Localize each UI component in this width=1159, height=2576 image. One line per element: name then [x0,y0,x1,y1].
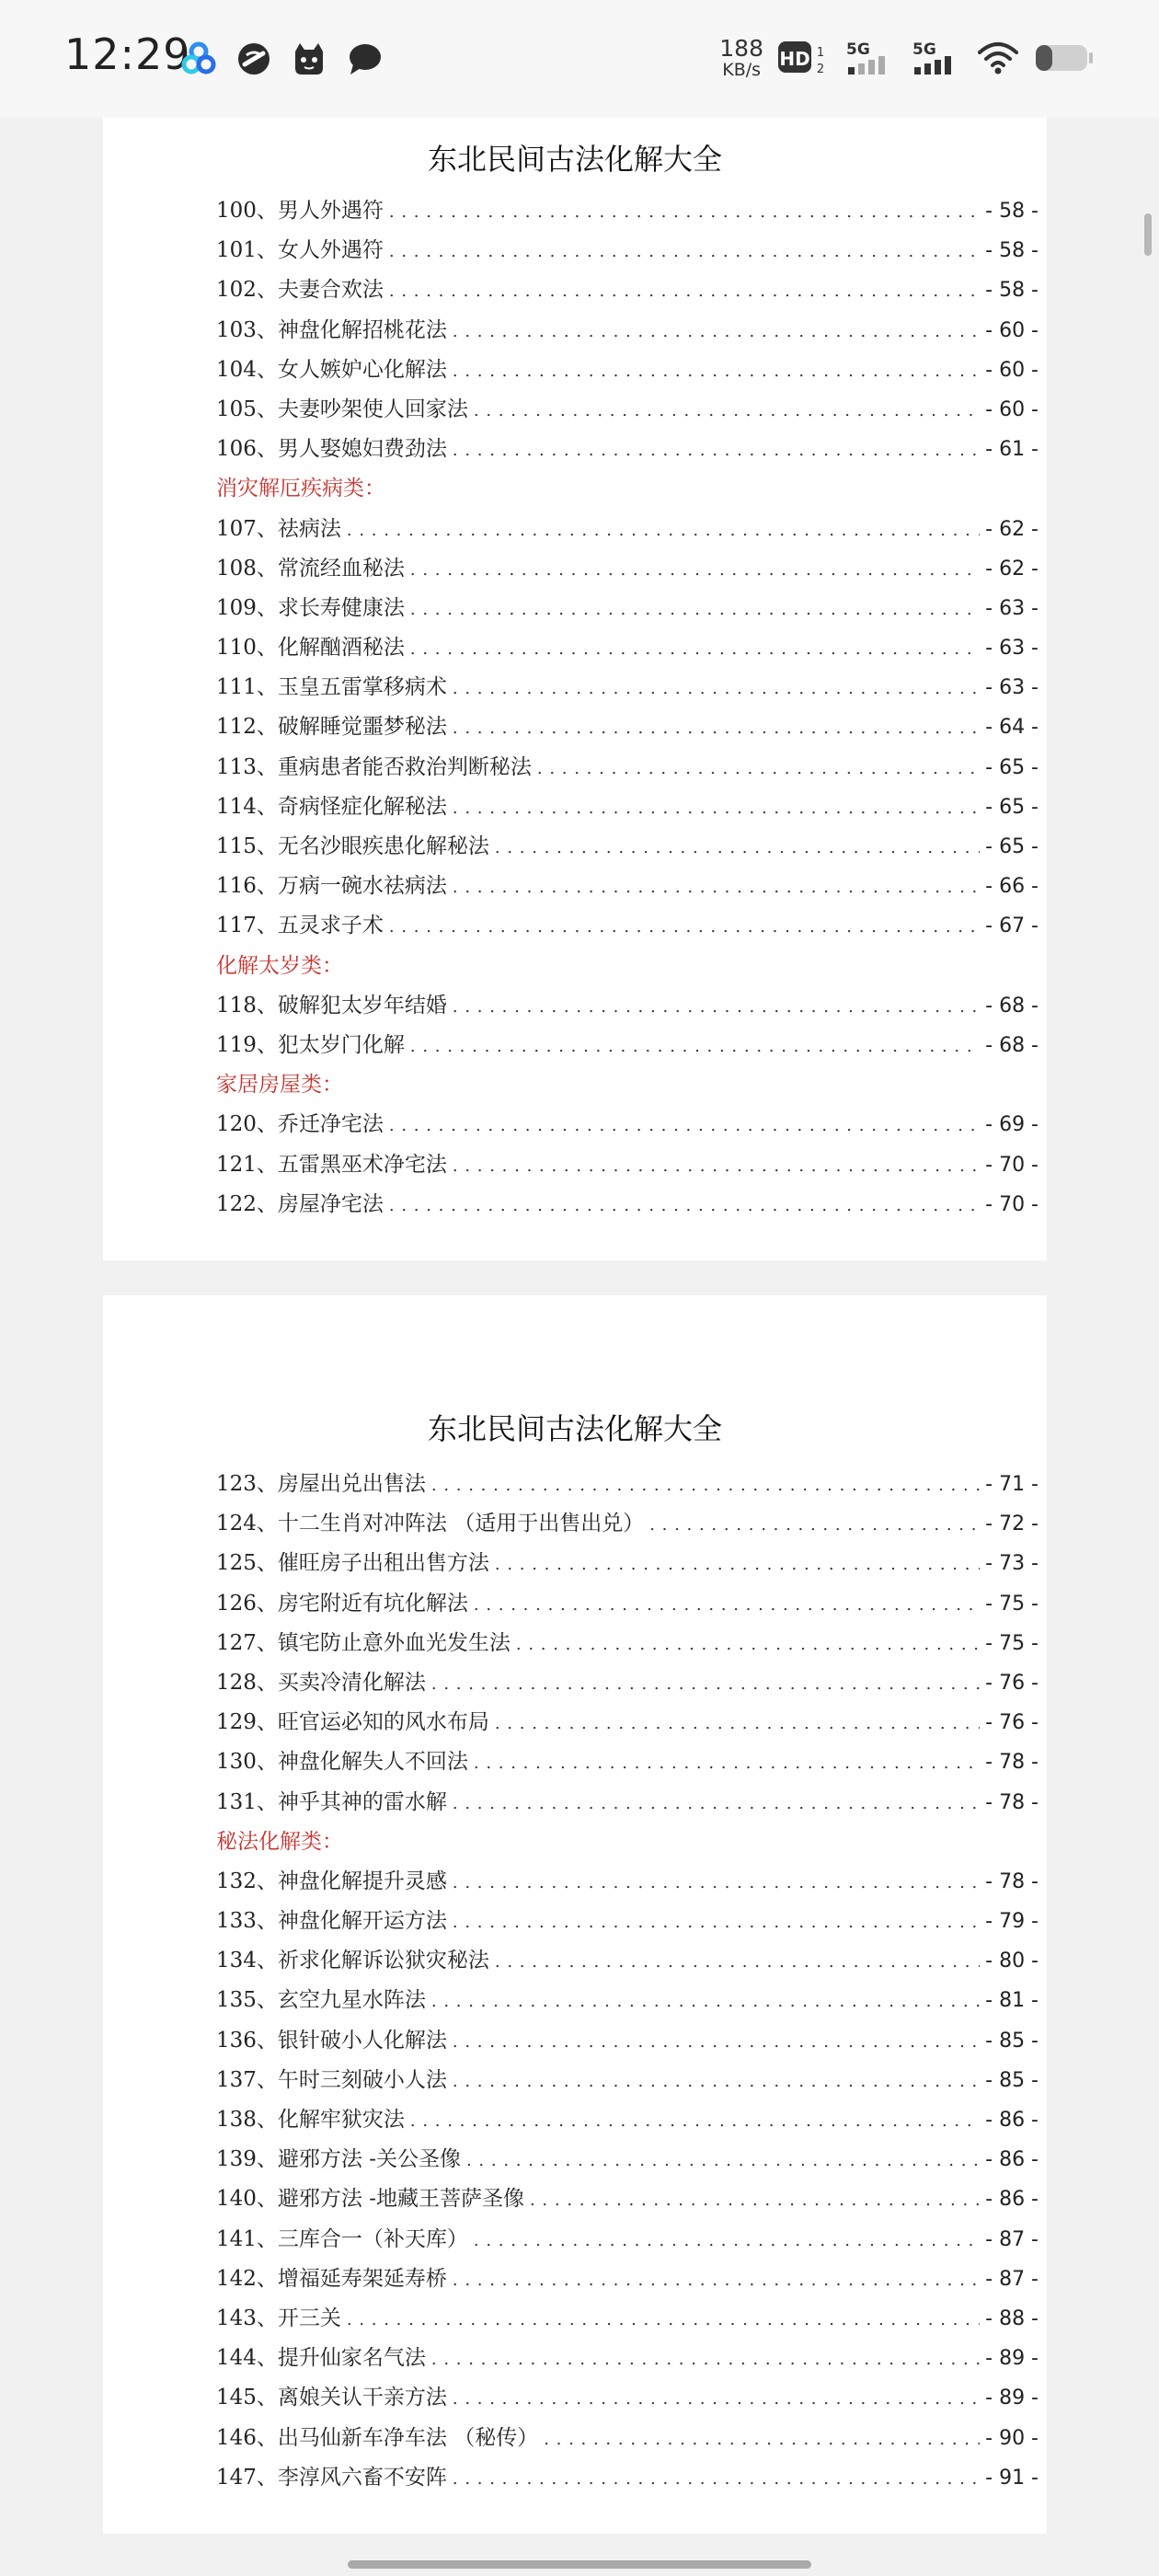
toc-page-number: - 76 - [985,1711,1039,1735]
toc-page-number: - 65 - [985,755,1039,779]
toc-dot-leader [410,600,980,619]
toc-entry-label: 化解太岁类： [216,953,343,978]
toc-entry-label: 137、午时三刻破小人法 [216,2067,447,2092]
toc-entry[interactable] [216,1546,1039,1585]
toc-entry-label: 145、离娘关认干亲方法 [216,2386,447,2410]
toc-dot-leader [453,362,980,381]
toc-page-number: - 63 - [985,596,1039,620]
toc-entry-label: 115、无名沙眼疾患化解秘法 [216,834,489,858]
toc-entry[interactable] [216,2102,1039,2142]
toc-page-number: - 86 - [985,2148,1039,2172]
toc-entry[interactable] [216,2222,1039,2261]
toc-dot-leader [453,2072,980,2091]
toc-entry-label: 119、犯太岁门化解 [216,1032,405,1057]
toc-page-number: - 79 - [985,1910,1039,1934]
scrollbar-thumb[interactable] [1144,213,1152,256]
toc-entry[interactable] [216,352,1039,392]
toc-dot-leader [431,1992,980,2011]
toc-entry-label: 117、五灵求子术 [216,914,384,938]
toc-entry-label: 秘法化解类： [216,1829,343,1854]
toc-entry[interactable] [216,670,1039,709]
toc-entry[interactable] [216,272,1039,312]
toc-entry-label: 109、求长寿健康法 [216,595,405,620]
toc-entry[interactable] [216,1626,1039,1665]
toc-category-heading [216,1824,1039,1864]
toc-entry[interactable] [216,1943,1039,1983]
svg-text:5G: 5G [846,40,870,59]
toc-entry-label: 139、避邪方法 -关公圣像 [216,2147,461,2172]
toc-dot-leader [431,1476,980,1495]
toc-page-number: - 58 - [985,279,1039,303]
toc-entry[interactable] [216,2340,1039,2380]
toc-dot-leader [453,1873,980,1892]
toc-dot-leader [453,878,980,897]
toc-page-number: - 63 - [985,637,1039,661]
toc-dot-leader [453,1913,980,1932]
wifi-icon [977,40,1019,76]
toc-dot-leader [453,2389,980,2409]
toc-dot-leader [453,719,980,738]
toc-entry-label: 111、玉皇五雷掌移病术 [216,675,447,700]
toc-entry[interactable] [216,512,1039,551]
toc-dot-leader [453,997,980,1017]
toc-entry[interactable] [216,233,1039,272]
toc-entry-label: 135、玄空九星水阵法 [216,1988,426,2013]
toc-page-number: - 88 - [985,2306,1039,2330]
toc-page-number: - 90 - [985,2426,1039,2450]
toc-entry[interactable] [216,2023,1039,2063]
toc-dot-leader [389,917,980,937]
toc-page-number: - 60 - [985,397,1039,421]
toc-entry-label: 134、祈求化解诉讼狱灾秘法 [216,1949,489,1973]
toc-entry-label: 100、男人外遇符 [216,199,384,223]
toc-dot-leader [389,1196,980,1215]
document-page [103,118,1047,1260]
cat-app-icon [291,40,327,77]
toc-entry[interactable] [216,829,1039,868]
signal-5g-icon [911,38,962,78]
toc-dot-leader [453,679,980,698]
toc-entry[interactable] [216,1785,1039,1824]
toc-entry-label: 108、常流经血秘法 [216,556,405,581]
toc-entry-label: 116、万病一碗水祛病法 [216,874,447,899]
toc-page-number: - 63 - [985,676,1039,700]
toc-page-number: - 78 - [985,1751,1039,1775]
status-time: 12:29 [64,29,191,79]
status-bar [0,0,1159,118]
toc-page-number: - 75 - [985,1592,1039,1616]
toc-dot-leader [474,1754,980,1773]
toc-dot-leader [453,322,980,341]
toc-entry-label: 129、旺官运必知的风水布局 [216,1710,489,1735]
svg-text:1: 1 [816,46,825,60]
toc-entry[interactable] [216,988,1039,1028]
toc-dot-leader [474,2231,980,2250]
svg-text:2: 2 [816,63,825,76]
toc-page-number: - 86 - [985,2109,1039,2132]
toc-dot-leader [453,2271,980,2290]
toc-entry[interactable] [216,1586,1039,1626]
toc-entry-label: 101、女人外遇符 [216,238,384,263]
toc-dot-leader [453,2469,980,2489]
toc-category-heading [216,949,1039,988]
toc-page-number: - 68 - [985,994,1039,1018]
toc-category-heading [216,1067,1039,1107]
toc-entry-label: 128、买卖冷清化解法 [216,1670,426,1695]
toc-page-number: - 62 - [985,557,1039,581]
link-app-icon [235,40,272,77]
signal-5g-icon [844,38,896,78]
toc-entry-label: 123、房屋出兑出售法 [216,1472,426,1496]
toc-entry[interactable] [216,1506,1039,1546]
toc-entry-label: 消灾解厄疾病类： [216,477,385,501]
toc-entry[interactable] [216,1705,1039,1744]
toc-entry[interactable] [216,551,1039,591]
toc-entry-label: 143、开三关 [216,2306,341,2330]
toc-dot-leader [410,2111,980,2131]
toc-entry[interactable] [216,1147,1039,1187]
toc-dot-leader [389,1116,980,1135]
toc-dot-leader [431,2350,980,2369]
toc-page-number: - 91 - [985,2466,1039,2490]
toc-page-number: - 81 - [985,1989,1039,2013]
toc-entry[interactable] [216,2063,1039,2102]
toc-entry-label: 104、女人嫉妒心化解法 [216,357,447,382]
toc-page-number: - 78 - [985,1790,1039,1814]
toc-page-number: - 62 - [985,517,1039,541]
toc-entry[interactable] [216,2421,1039,2460]
toc-entry[interactable] [216,313,1039,352]
toc-page-number: - 67 - [985,914,1039,938]
toc-entry[interactable] [216,1744,1039,1784]
baidu-netdisk-icon [180,40,217,77]
toc-page-number: - 65 - [985,795,1039,819]
toc-entry[interactable] [216,1028,1039,1067]
toc-dot-leader [431,1674,980,1694]
toc-dot-leader [410,639,980,659]
net-speed-unit: KB/s [722,60,762,80]
toc-entry[interactable] [216,2142,1039,2181]
toc-entry-label: 141、三库合一（补天库） [216,2226,468,2251]
toc-entry[interactable] [216,1864,1039,1903]
toc-entry[interactable] [216,908,1039,948]
toc-entry-label: 144、提升仙家名气法 [216,2346,426,2371]
toc-entry-label: 114、奇病怪症化解秘法 [216,794,447,819]
toc-entry-label: 124、十二生肖对冲阵法 （适用于出售出兑） [216,1512,645,1536]
toc-entry[interactable] [216,1187,1039,1226]
toc-dot-leader [495,1952,980,1972]
page-title: 东北民间古法化解大全 [427,142,722,177]
toc-dot-leader [516,1635,980,1654]
toc-page-number: - 69 - [985,1113,1039,1137]
toc-entry-label: 112、破解睡觉噩梦秘法 [216,715,447,740]
toc-entry[interactable] [216,1665,1039,1705]
toc-dot-leader [474,1595,980,1615]
toc-page-number: - 60 - [985,318,1039,342]
toc-dot-leader [453,1794,980,1813]
toc-page-number: - 80 - [985,1949,1039,1973]
toc-entry-label: 130、神盘化解失人不回法 [216,1750,468,1775]
toc-page-number: - 64 - [985,716,1039,740]
toc-entry[interactable] [216,2460,1039,2500]
toc-category-heading [216,471,1039,511]
toc-dot-leader [389,282,980,301]
toc-entry-label: 136、银针破小人化解法 [216,2028,447,2053]
toc-page-number: - 89 - [985,2347,1039,2371]
toc-dot-leader [347,2310,980,2329]
toc-entry-label: 146、出马仙新车净车法 （秘传） [216,2425,539,2450]
toc-page-number: - 58 - [985,200,1039,223]
toc-dot-leader [530,2191,980,2210]
toc-page-number: - 85 - [985,2068,1039,2092]
toc-dot-leader [410,560,980,580]
toc-entry-label: 131、神乎其神的雷水解 [216,1789,447,1814]
toc-entry[interactable] [216,750,1039,789]
hd-badge-text: HD [779,48,810,70]
document-page [103,1295,1047,2534]
toc-entry[interactable] [216,2380,1039,2420]
net-speed-value: 188 [719,35,763,62]
toc-entry-label: 142、增福延寿架延寿桥 [216,2266,447,2291]
toc-entry-label: 127、镇宅防止意外血光发生法 [216,1630,511,1655]
toc-entry-label: 102、夫妻合欢法 [216,278,384,303]
battery-icon [1034,40,1095,76]
toc-dot-leader [453,799,980,818]
toc-page-number: - 78 - [985,1869,1039,1893]
toc-dot-leader [347,521,980,540]
toc-entry-label: 120、乔迁净宅法 [216,1112,384,1137]
page-title: 东北民间古法化解大全 [427,1411,722,1446]
net-speed [719,37,763,79]
toc-dot-leader [453,441,980,460]
toc-entry-label: 140、避邪方法 -地藏王菩萨圣像 [216,2187,524,2212]
toc-page-number: - 71 - [985,1473,1039,1496]
table-of-contents [216,1466,1039,2500]
toc-entry-label: 138、化解牢狱灾法 [216,2108,405,2132]
table-of-contents [216,193,1039,1226]
toc-dot-leader [495,1714,980,1733]
toc-page-number: - 87 - [985,2227,1039,2251]
toc-entry[interactable] [216,709,1039,749]
toc-page-number: - 61 - [985,438,1039,462]
toc-entry-label: 122、房屋净宅法 [216,1191,384,1216]
toc-entry[interactable] [216,789,1039,829]
toc-entry[interactable] [216,193,1039,233]
toc-page-number: - 75 - [985,1631,1039,1655]
toc-dot-leader [453,1156,980,1176]
toc-dot-leader [544,2430,980,2449]
home-indicator[interactable] [348,2560,811,2569]
toc-entry-label: 110、化解酗酒秘法 [216,636,405,661]
toc-entry-label: 133、神盘化解开运方法 [216,1909,447,1934]
toc-page-number: - 66 - [985,875,1039,899]
toc-entry[interactable] [216,392,1039,431]
toc-entry-label: 103、神盘化解招桃花法 [216,317,447,342]
toc-page-number: - 73 - [985,1552,1039,1576]
toc-page-number: - 70 - [985,1192,1039,1216]
toc-page-number: - 60 - [985,358,1039,382]
toc-dot-leader [410,1037,980,1056]
toc-entry-label: 132、神盘化解提升灵感 [216,1869,447,1893]
toc-dot-leader [453,2032,980,2052]
toc-page-number: - 72 - [985,1512,1039,1536]
toc-entry[interactable] [216,431,1039,471]
svg-text:5G: 5G [912,40,936,59]
toc-entry-label: 105、夫妻吵架使人回家法 [216,397,468,421]
status-indicators [719,37,1095,79]
toc-entry-label: 118、破解犯太岁年结婚 [216,993,447,1018]
toc-entry-label: 107、祛病法 [216,516,341,541]
toc-entry[interactable] [216,1983,1039,2022]
toc-entry-label: 113、重病患者能否救治判断秘法 [216,754,532,779]
toc-dot-leader [649,1515,980,1535]
toc-page-number: - 65 - [985,835,1039,858]
toc-entry[interactable] [216,591,1039,630]
toc-dot-leader [495,1555,980,1574]
hd-voice-icon [778,38,830,78]
toc-page-number: - 58 - [985,239,1039,263]
toc-entry-label: 家居房屋类： [216,1073,343,1098]
toc-entry[interactable] [216,630,1039,670]
toc-page-number: - 76 - [985,1671,1039,1695]
toc-entry[interactable] [216,1107,1039,1146]
toc-dot-leader [466,2151,980,2170]
toc-entry[interactable] [216,1466,1039,1506]
toc-page-number: - 86 - [985,2188,1039,2212]
toc-dot-leader [389,242,980,261]
toc-dot-leader [537,759,980,778]
toc-entry[interactable] [216,1903,1039,1943]
toc-entry[interactable] [216,2261,1039,2301]
toc-dot-leader [474,401,980,420]
toc-entry[interactable] [216,2301,1039,2340]
toc-entry-label: 106、男人娶媳妇费劲法 [216,437,447,462]
toc-entry[interactable] [216,2181,1039,2221]
chat-bubble-icon [346,40,383,77]
toc-entry-label: 121、五雷黑巫术净宅法 [216,1152,447,1177]
toc-page-number: - 68 - [985,1033,1039,1057]
toc-entry-label: 147、李淳风六畜不安阵 [216,2465,447,2490]
notification-icons [180,40,383,77]
toc-entry-label: 126、房宅附近有坑化解法 [216,1591,468,1616]
toc-page-number: - 89 - [985,2386,1039,2410]
toc-page-number: - 87 - [985,2267,1039,2291]
toc-page-number: - 70 - [985,1153,1039,1177]
toc-dot-leader [495,838,980,857]
toc-entry[interactable] [216,868,1039,908]
toc-dot-leader [389,202,980,222]
toc-page-number: - 85 - [985,2029,1039,2053]
toc-entry-label: 125、催旺房子出租出售方法 [216,1551,489,1576]
